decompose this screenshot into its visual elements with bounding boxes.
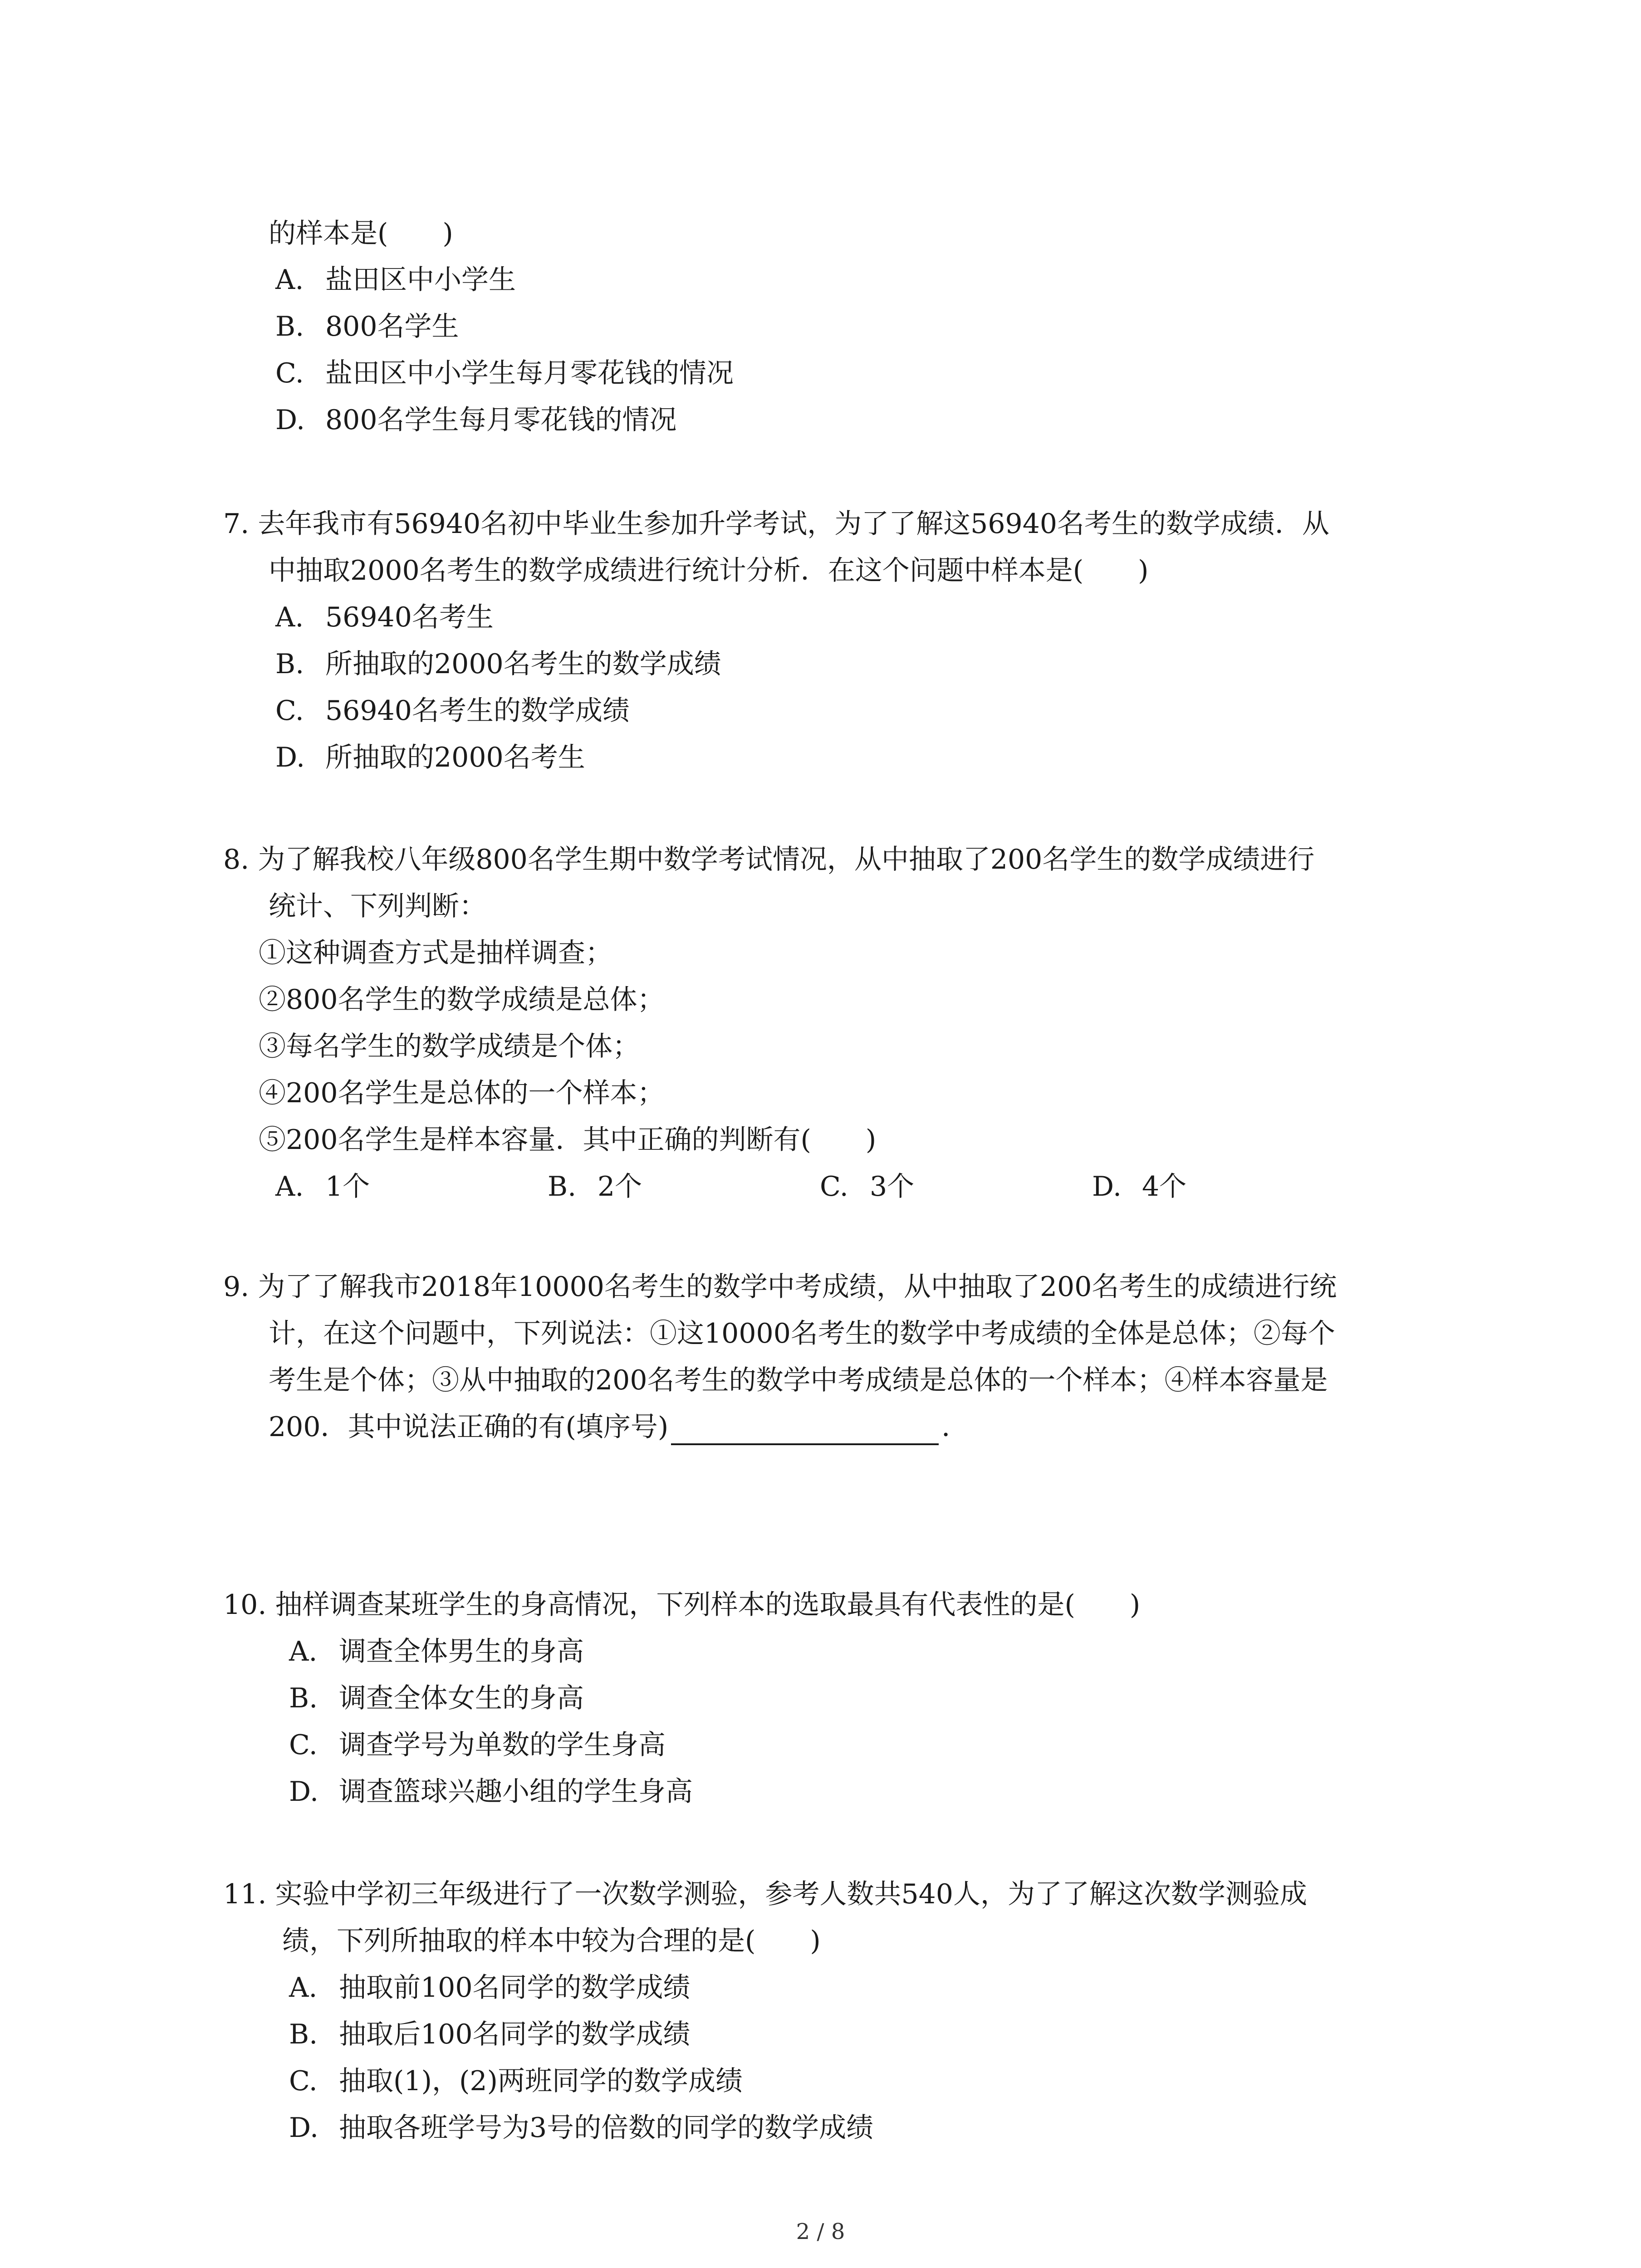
q10-option-b [289, 1680, 584, 1716]
option-letter: D. [1092, 1171, 1122, 1202]
option-letter: B. [548, 1171, 577, 1202]
option-text: 抽取各班学号为3号的倍数的同学的数学成绩 [339, 2112, 874, 2144]
q6-option-d [275, 402, 677, 438]
option-letter: A. [275, 264, 304, 296]
q11-option-d [289, 2110, 873, 2146]
option-letter: A. [289, 1972, 318, 2004]
q11-option-c [289, 2063, 743, 2099]
option-text: 盐田区中小学生每月零花钱的情况 [325, 357, 734, 389]
q8-judgment-5: ⑤200名学生是样本容量．其中正确的判断有( ) [259, 1124, 877, 1156]
q8-option-a [275, 1168, 370, 1205]
q9-stem-line-4 [269, 1409, 969, 1445]
option-text: 调查篮球兴趣小组的学生身高 [339, 1776, 693, 1808]
q11-option-b [289, 2016, 691, 2053]
q6-stem-tail: 的样本是( ) [269, 218, 453, 249]
option-text: 56940名考生 [325, 601, 494, 633]
q9-stem-line-3: 考生是个体；③从中抽取的200名考生的数学中考成绩是总体的一个样本；④样本容量是 [269, 1364, 1328, 1396]
q7-option-a [275, 599, 494, 635]
q11-option-a [289, 1970, 691, 2006]
q6-option-c [275, 355, 734, 391]
q8-stem-line-1: 8. 为了解我校八年级800名学生期中数学考试情况，从中抽取了200名学生的数学成绩进行 [223, 844, 1315, 875]
option-text: 抽取前100名同学的数学成绩 [339, 1972, 691, 2004]
option-text: 3个 [870, 1171, 915, 1202]
option-text: 调查全体男生的身高 [339, 1636, 584, 1667]
q7-option-b [275, 646, 721, 682]
q9-stem-line-2: 计，在这个问题中，下列说法：①这10000名考生的数学中考成绩的全体是总体；②每个 [269, 1318, 1335, 1349]
option-text: 抽取后100名同学的数学成绩 [339, 2019, 691, 2050]
q8-option-b [548, 1168, 642, 1205]
q10-option-d [289, 1774, 693, 1810]
option-letter: B. [289, 2019, 318, 2050]
option-letter: C. [289, 2065, 318, 2097]
q8-judgment-2: ②800名学生的数学成绩是总体； [259, 984, 665, 1016]
option-text: 800名学生 [325, 311, 459, 342]
q9-stem-end: ． [941, 1411, 969, 1443]
option-text: 56940名考生的数学成绩 [325, 695, 630, 727]
q8-option-d [1092, 1168, 1186, 1205]
option-letter: A. [289, 1636, 318, 1667]
option-text: 800名学生每月零花钱的情况 [325, 404, 677, 436]
q11-stem-line-1: 11. 实验中学初三年级进行了一次数学测验，参考人数共540人，为了了解这次数学测验成 [223, 1878, 1308, 1910]
option-letter: C. [289, 1729, 318, 1761]
option-text: 调查学号为单数的学生身高 [339, 1729, 666, 1761]
option-text: 4个 [1142, 1171, 1187, 1202]
option-letter: C. [275, 695, 304, 727]
q10-option-a [289, 1633, 584, 1670]
option-letter: B. [275, 648, 304, 680]
option-text: 所抽取的2000名考生的数学成绩 [325, 648, 721, 680]
q8-stem-line-2: 统计、下列判断： [269, 890, 486, 922]
q7-option-c [275, 693, 630, 729]
option-letter: D. [289, 2112, 319, 2144]
q7-stem-line-2: 中抽取2000名考生的数学成绩进行统计分析．在这个问题中样本是( ) [269, 555, 1149, 587]
option-letter: C. [275, 357, 304, 389]
option-text: 1个 [325, 1171, 370, 1202]
answer-blank[interactable] [671, 1415, 939, 1445]
option-text: 调查全体女生的身高 [339, 1682, 584, 1714]
q8-option-c [820, 1168, 914, 1205]
q6-option-a [275, 262, 516, 298]
q6-option-b [275, 308, 459, 345]
q11-stem-line-2: 绩，下列所抽取的样本中较为合理的是( ) [282, 1925, 821, 1957]
option-letter: D. [289, 1776, 319, 1808]
option-letter: B. [289, 1682, 318, 1714]
option-text: 盐田区中小学生 [325, 264, 516, 296]
option-text: 抽取(1)，(2)两班同学的数学成绩 [339, 2065, 743, 2097]
q7-option-d [275, 739, 585, 776]
q9-stem-line-1: 9. 为了了解我市2018年10000名考生的数学中考成绩，从中抽取了200名考生的成绩进行统 [223, 1271, 1337, 1303]
option-letter: A. [275, 601, 304, 633]
q8-judgment-3: ③每名学生的数学成绩是个体； [259, 1031, 640, 1062]
option-letter: D. [275, 404, 305, 436]
q9-stem-text: 200．其中说法正确的有(填序号) [269, 1411, 669, 1443]
option-letter: B. [275, 311, 304, 342]
q10-option-c [289, 1727, 666, 1763]
q7-stem-line-1: 7. 去年我市有56940名初中毕业生参加升学考试，为了了解这56940名考生的数学成绩．从 [223, 508, 1330, 540]
option-letter: C. [820, 1171, 848, 1202]
q8-judgment-4: ④200名学生是总体的一个样本； [259, 1077, 665, 1109]
page-number: 2 / 8 [796, 2219, 845, 2244]
option-text: 2个 [598, 1171, 642, 1202]
option-letter: A. [275, 1171, 304, 1202]
q10-stem-line-1: 10. 抽样调查某班学生的身高情况，下列样本的选取最具有代表性的是( ) [223, 1589, 1141, 1621]
option-letter: D. [275, 742, 305, 773]
option-text: 所抽取的2000名考生 [325, 742, 585, 773]
q8-judgment-1: ①这种调查方式是抽样调查； [259, 937, 612, 969]
